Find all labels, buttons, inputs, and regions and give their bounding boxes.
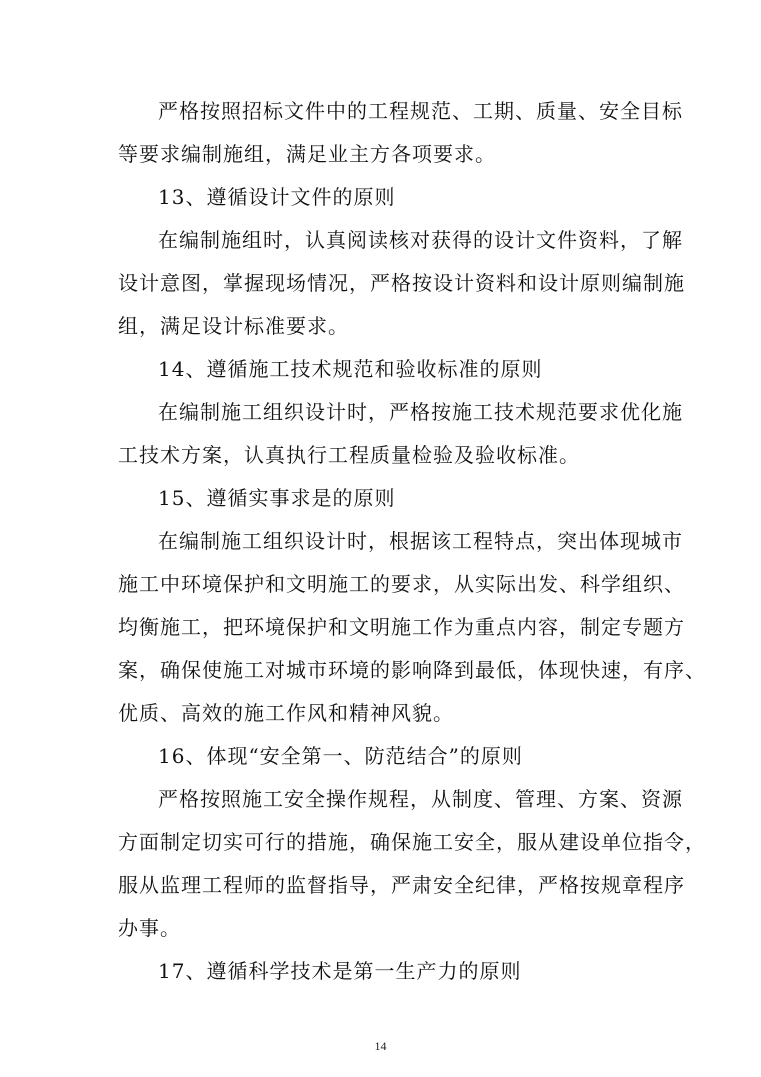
- section-heading-15: 15、遵循实事求是的原则: [158, 486, 396, 510]
- section-heading-17: 17、遵循科学技术是第一生产力的原则: [158, 959, 522, 983]
- paragraph-line: 严格按照施工安全操作规程，从制度、管理、方案、资源: [158, 787, 683, 811]
- section-heading-14: 14、遵循施工技术规范和验收标准的原则: [158, 357, 543, 381]
- paragraph-line: 施工中环境保护和文明施工的要求，从实际出发、科学组织、: [118, 572, 685, 596]
- paragraph-line: 案，确保使施工对城市环境的影响降到最低，体现快速，有序、: [118, 658, 706, 682]
- paragraph-line: 设计意图，掌握现场情况，严格按设计资料和设计原则编制施: [118, 271, 685, 295]
- paragraph-line: 优质、高效的施工作风和精神风貌。: [118, 701, 454, 725]
- paragraph-line: 均衡施工，把环境保护和文明施工作为重点内容，制定专题方: [118, 615, 685, 639]
- paragraph-line: 方面制定切实可行的措施，确保施工安全，服从建设单位指令，: [118, 830, 706, 854]
- section-heading-13: 13、遵循设计文件的原则: [158, 185, 396, 209]
- paragraph-line: 在编制施工组织设计时，严格按施工技术规范要求优化施: [158, 400, 683, 424]
- section-heading-16: 16、体现“安全第一、防范结合”的原则: [158, 744, 523, 768]
- paragraph-line: 严格按照招标文件中的工程规范、工期、质量、安全目标: [158, 99, 683, 123]
- paragraph-line: 工技术方案，认真执行工程质量检验及验收标准。: [118, 443, 580, 467]
- paragraph-line: 组，满足设计标准要求。: [118, 314, 349, 338]
- paragraph-line: 服从监理工程师的监督指导，严肃安全纪律，严格按规章程序: [118, 873, 685, 897]
- paragraph-line: 在编制施工组织设计时，根据该工程特点，突出体现城市: [158, 529, 683, 553]
- paragraph-line: 在编制施组时，认真阅读核对获得的设计文件资料，了解: [158, 228, 683, 252]
- paragraph-line: 办事。: [118, 916, 181, 940]
- page-number: 14: [374, 1039, 387, 1053]
- paragraph-line: 等要求编制施组，满足业主方各项要求。: [118, 142, 496, 166]
